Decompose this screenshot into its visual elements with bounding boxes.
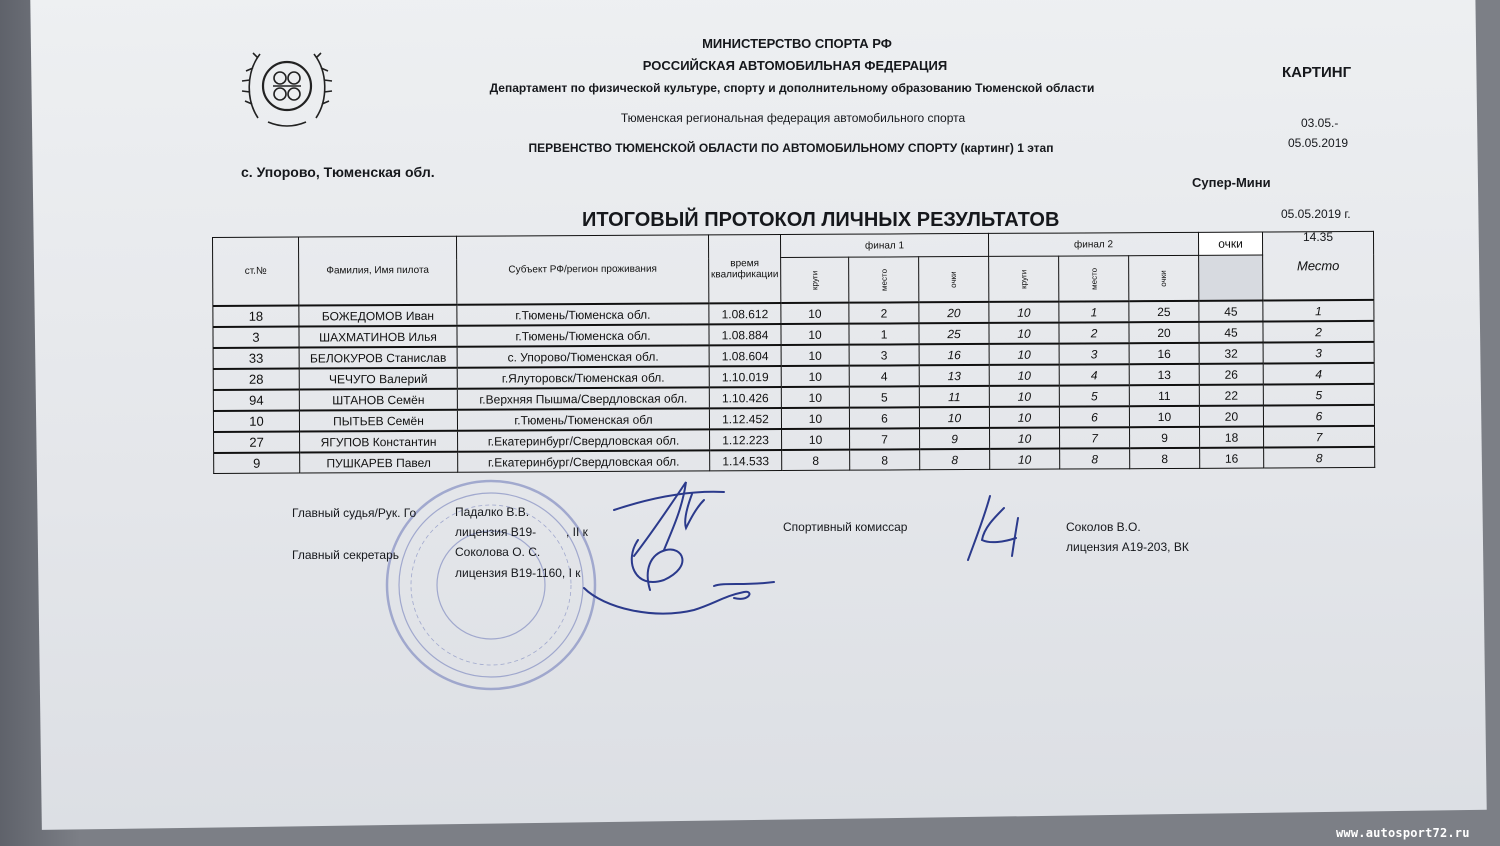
cell-f2-laps: 10 [989,386,1059,407]
secretary-label: Главный секретарь [292,548,399,562]
cell-region: г.Тюмень/Тюменска обл. [457,324,709,346]
cell-name: ЧЕЧУГО Валерий [299,368,457,390]
cell-f2-laps: 10 [989,407,1059,428]
cell-f1-points: 10 [919,407,989,428]
cell-place: 7 [1264,426,1375,448]
cell-f1-place: 2 [849,302,919,323]
cell-region: г.Екатеринбург/Свердловская обл. [458,429,710,451]
header-name: Фамилия, Имя пилота [299,236,457,305]
cell-f2-place: 3 [1059,343,1129,364]
cell-total-points: 16 [1200,447,1264,468]
cell-region: с. Упорово/Тюменская обл. [457,345,709,367]
chief-judge-name: Падалко В.В. [455,505,530,519]
cell-qualification: 1.12.452 [709,408,781,429]
cell-f2-points: 25 [1129,301,1199,322]
cell-f1-place: 1 [849,323,919,344]
cell-f1-laps: 10 [782,429,850,450]
cell-region: г.Верхняя Пышма/Свердловская обл. [457,387,709,409]
cell-number: 3 [213,327,299,348]
secretary-name: Соколова О. С. [455,545,541,559]
protocol-date: 05.05.2019 г. [1281,207,1351,221]
cell-qualification: 1.08.884 [709,324,781,345]
cell-f1-place: 6 [849,407,919,428]
cell-f2-points: 20 [1129,322,1199,343]
location: с. Упорово, Тюменская обл. [241,164,435,180]
cell-number: 9 [214,453,300,474]
cell-f1-place: 8 [850,449,920,470]
cell-f2-laps: 10 [990,428,1060,449]
cell-f2-place: 4 [1059,364,1129,385]
dates-start: 03.05.- [1301,116,1339,130]
cell-number: 94 [213,390,299,411]
cell-f1-place: 7 [850,428,920,449]
cell-f2-points: 13 [1129,364,1199,385]
cell-f2-points: 9 [1130,427,1200,448]
header-qualification: время квалификации [708,235,780,304]
header-points: очки [1198,232,1262,255]
cell-place: 8 [1264,447,1375,468]
cell-number: 28 [213,369,299,390]
protocol-time: 14.35 [1303,230,1334,244]
dates-end: 05.05.2019 [1288,136,1349,150]
cell-qualification: 1.10.019 [709,366,781,387]
regional-federation-line: Тюменская региональная федерация автомобильного спорта [620,111,966,125]
chief-judge-license: лицензия В19- [455,525,537,539]
cell-f1-points: 25 [919,323,989,344]
cell-f1-place: 3 [849,344,919,365]
header-number: ст.№ [213,237,299,306]
cell-f2-points: 16 [1129,343,1199,364]
cell-name: ЯГУПОВ Константин [300,431,458,453]
secretary-license: лицензия В19-1160, I к [455,566,581,580]
site-watermark: www.autosport72.ru [1336,826,1470,840]
cell-f1-laps: 8 [782,450,850,471]
cell-f1-points: 20 [919,302,989,323]
cell-f2-place: 1 [1059,301,1129,322]
cell-number: 10 [213,411,299,432]
cell-number: 33 [213,348,299,369]
cell-total-points: 20 [1199,405,1263,426]
cell-number: 18 [213,306,299,327]
cell-place: 5 [1263,384,1374,406]
cell-f1-laps: 10 [781,366,849,387]
department-line: Департамент по физической культуре, спорту и дополнительному образованию Тюменской области [489,81,1095,95]
cell-f1-place: 5 [849,386,919,407]
cell-region: г.Тюмень/Тюменска обл. [457,303,709,325]
discipline-label: КАРТИНГ [1282,64,1352,81]
header-points-blank [1199,255,1263,301]
cell-region: г.Екатеринбург/Свердловская обл. [458,450,710,472]
cell-f2-laps: 10 [989,302,1059,323]
cell-place: 4 [1263,363,1374,385]
cell-qualification: 1.08.604 [709,345,781,366]
cell-number: 27 [214,432,300,453]
cell-f1-laps: 10 [781,303,849,324]
cell-qualification: 1.10.426 [709,387,781,408]
cell-f2-laps: 10 [989,344,1059,365]
cell-f2-place: 5 [1059,385,1129,406]
cell-name: ШТАНОВ Семён [299,389,457,411]
commissioner-label: Спортивный комиссар [783,520,908,534]
cell-f2-laps: 10 [989,323,1059,344]
cell-f1-place: 4 [849,365,919,386]
cell-f2-points: 11 [1129,385,1199,406]
cell-place: 6 [1263,405,1374,427]
cell-f2-place: 2 [1059,322,1129,343]
cell-f2-place: 7 [1060,427,1130,448]
cell-total-points: 26 [1199,363,1263,384]
cell-f1-points: 13 [919,365,989,386]
cell-qualification: 1.12.223 [710,429,782,450]
cell-f1-laps: 10 [781,345,849,366]
cell-f1-points: 11 [919,386,989,407]
cell-place: 1 [1263,300,1374,322]
header-region: Субъект РФ/регион проживания [456,235,708,305]
cell-name: БОЖЕДОМОВ Иван [299,305,457,327]
cell-total-points: 45 [1199,300,1263,321]
cell-region: г.Тюмень/Тюменская обл [457,408,709,430]
cell-qualification: 1.08.612 [709,303,781,324]
cell-total-points: 22 [1199,384,1263,405]
cell-region: г.Ялуторовск/Тюменская обл. [457,366,709,388]
championship-line: ПЕРВЕНСТВО ТЮМЕНСКОЙ ОБЛАСТИ ПО АВТОМОБИЛЬНОМУ СПОРТУ (картинг) 1 этап [528,141,1054,155]
cell-f1-points: 8 [920,449,990,470]
cell-total-points: 18 [1200,426,1264,447]
class-label: Супер-Мини [1192,175,1271,190]
cell-f1-laps: 10 [781,408,849,429]
cell-f1-laps: 10 [781,387,849,408]
results-table [212,231,1375,474]
commissioner-license: лицензия А19-203, ВК [1066,540,1189,554]
header-final1: финал 1 [780,233,988,257]
cell-f2-laps: 10 [989,365,1059,386]
cell-name: ПЫТЬЕВ Семён [299,410,457,432]
page-title: ИТОГОВЫЙ ПРОТОКОЛ ЛИЧНЫХ РЕЗУЛЬТАТОВ [582,209,1060,231]
header-f2-points: очки [1129,255,1199,301]
header-place: Место [1262,231,1373,300]
cell-total-points: 45 [1199,321,1263,342]
commissioner-name: Соколов В.О. [1066,520,1141,534]
cell-name: ШАХМАТИНОВ Илья [299,326,457,348]
cell-f1-laps: 10 [781,324,849,345]
header-final2: финал 2 [988,232,1198,256]
cell-place: 3 [1263,342,1374,364]
cell-place: 2 [1263,321,1374,343]
cell-f2-place: 6 [1059,406,1129,427]
cell-f2-place: 8 [1060,448,1130,469]
chief-judge-label: Главный судья/Рук. Го [292,506,417,520]
ministry-line: МИНИСТЕРСТВО СПОРТА РФ [702,36,892,51]
header-f1-laps: круги [781,257,849,303]
cell-f1-points: 9 [920,428,990,449]
header-f2-laps: круги [989,256,1059,302]
cell-f2-points: 10 [1129,406,1199,427]
cell-total-points: 32 [1199,342,1263,363]
cell-name: БЕЛОКУРОВ Станислав [299,347,457,369]
chief-judge-signature [574,470,794,630]
commissioner-signature [960,488,1030,568]
chief-judge-category: , II к [566,525,588,539]
header-f1-place: место [849,257,919,303]
cell-f2-laps: 10 [990,449,1060,470]
federation-emblem [238,40,336,132]
cell-qualification: 1.14.533 [710,450,782,471]
cell-f2-points: 8 [1130,448,1200,469]
cell-f1-points: 16 [919,344,989,365]
federation-line: РОССИЙСКАЯ АВТОМОБИЛЬНАЯ ФЕДЕРАЦИЯ [642,58,948,73]
cell-name: ПУШКАРЕВ Павел [300,452,458,473]
header-f1-points: очки [919,256,989,302]
header-f2-place: место [1059,256,1129,302]
